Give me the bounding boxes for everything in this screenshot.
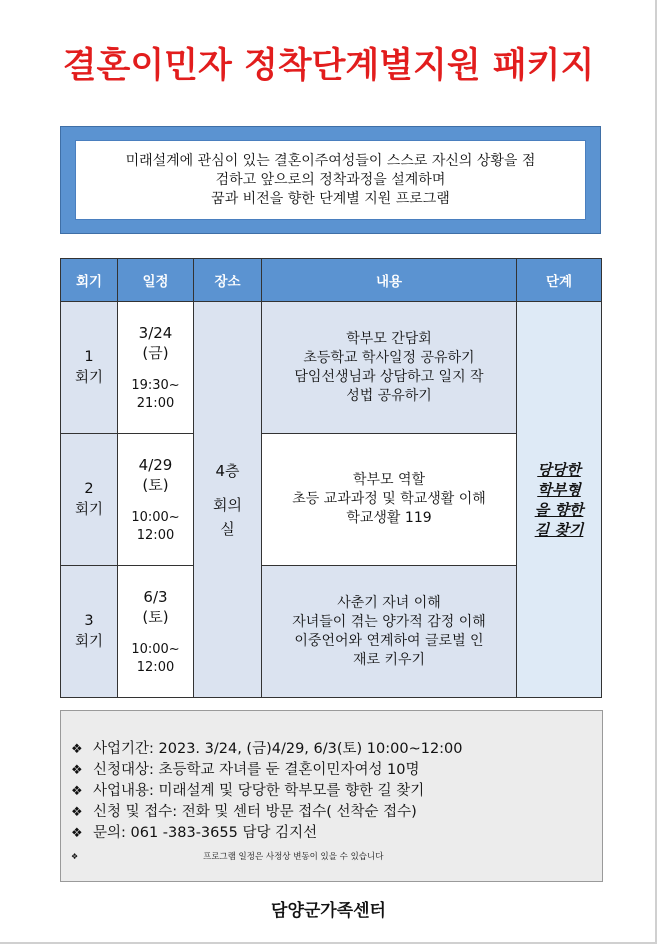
intro-line: 미래설계에 관심이 있는 결혼이주여성들이 스스로 자신의 상황을 점 [125,152,536,169]
date-cell [118,566,194,698]
date-weekday: (토) [142,475,169,494]
content-line: 자녀들이 겪는 양가적 감정 이해 [292,613,486,630]
content-cell [262,434,517,566]
session-cell [61,566,118,698]
page-title: 결혼이민자 정착단계별지원 패키지 [62,45,595,86]
diamond-bullet-icon: ❖ [71,851,79,861]
place-line: 회의 [213,495,242,514]
intro-box [60,126,601,234]
content-line: 학교생활 119 [346,510,432,526]
diamond-bullet-icon: ❖ [71,763,83,778]
table-header-row [61,259,602,302]
place-line: 4층 [215,461,240,480]
place-cell [194,302,262,698]
info-text: 신청대상: 초등학교 자녀를 둔 결혼이민자여성 10명 [93,762,420,778]
place-line: 실 [220,519,235,538]
time-start: 10:00~ [131,509,180,525]
info-box [60,710,603,882]
session-cell [61,302,118,434]
diamond-bullet-icon: ❖ [71,805,83,820]
info-content [71,781,590,802]
session-label: 회기 [74,369,103,386]
diamond-bullet-icon: ❖ [71,784,83,799]
time-start: 10:00~ [131,641,180,657]
info-target [71,760,590,781]
session-number: 1 [84,348,94,365]
date-day: 4/29 [138,455,173,474]
date-day: 3/24 [138,323,173,342]
content-line: 초등 교과과정 및 학교생활 이해 [292,491,486,507]
content-line: 학부모 역할 [352,472,426,488]
info-text: 문의: 061 -383-3655 담당 김지선 [93,825,318,841]
session-label: 회기 [74,633,103,650]
content-line: 학부모 간담회 [346,330,432,347]
session-number: 3 [84,612,94,629]
stage-line: 당당한 [537,460,581,479]
info-contact [71,823,590,844]
date-weekday: (금) [142,343,169,362]
time-end: 21:00 [136,395,175,411]
content-line: 재로 키우기 [352,651,426,668]
header-place: 장소 [194,259,262,302]
table-row [61,302,602,434]
stage-line: 학부형 [537,480,581,499]
info-text: 사업내용: 미래설계 및 당당한 학부모를 향한 길 찾기 [93,783,425,799]
stage-cell [517,302,602,698]
info-period [71,739,590,760]
date-time [122,509,189,545]
content-line: 성법 공유하기 [346,387,432,404]
intro-line: 꿈과 비전을 향한 단계별 지원 프로그램 [211,190,450,207]
date-cell [118,434,194,566]
time-end: 12:00 [136,659,175,675]
time-end: 12:00 [136,527,175,543]
session-label: 회기 [74,501,103,518]
content-line: 초등학교 학사일정 공유하기 [303,349,475,366]
diamond-bullet-icon: ❖ [71,742,83,757]
info-text: 신청 및 접수: 전화 및 센터 방문 접수( 선착순 접수) [93,804,417,820]
header-stage: 단계 [517,259,602,302]
session-cell [61,434,118,566]
content-cell [262,302,517,434]
content-line: 사춘기 자녀 이해 [337,594,441,611]
time-start: 19:30~ [131,377,180,393]
intro-text [75,140,586,220]
date-time [122,641,189,677]
content-line: 담임선생님과 상담하고 일지 작 [294,368,484,385]
content-line: 이중언어와 연계하여 글로벌 인 [294,632,484,649]
schedule-table [60,258,602,698]
header-date: 일정 [118,259,194,302]
stage-line: 길 찾기 [534,520,584,539]
date-cell [118,302,194,434]
session-number: 2 [84,480,94,497]
intro-line: 검하고 앞으로의 정착과정을 설계하며 [215,171,446,188]
schedule-note [71,850,590,862]
stage-line: 을 향한 [534,500,584,519]
date-weekday: (토) [142,607,169,626]
header-session: 회기 [61,259,118,302]
header-content: 내용 [262,259,517,302]
diamond-bullet-icon: ❖ [71,826,83,841]
date-day: 6/3 [143,587,168,606]
organization-name: 담양군가족센터 [271,901,386,921]
date-time [122,377,189,413]
info-application [71,802,590,823]
content-cell [262,566,517,698]
info-text: 사업기간: 2023. 3/24, (금)4/29, 6/3(토) 10:00~12:00 [93,741,463,757]
note-text: 프로그램 일정은 사정상 변동이 있을 수 있습니다 [203,852,384,862]
